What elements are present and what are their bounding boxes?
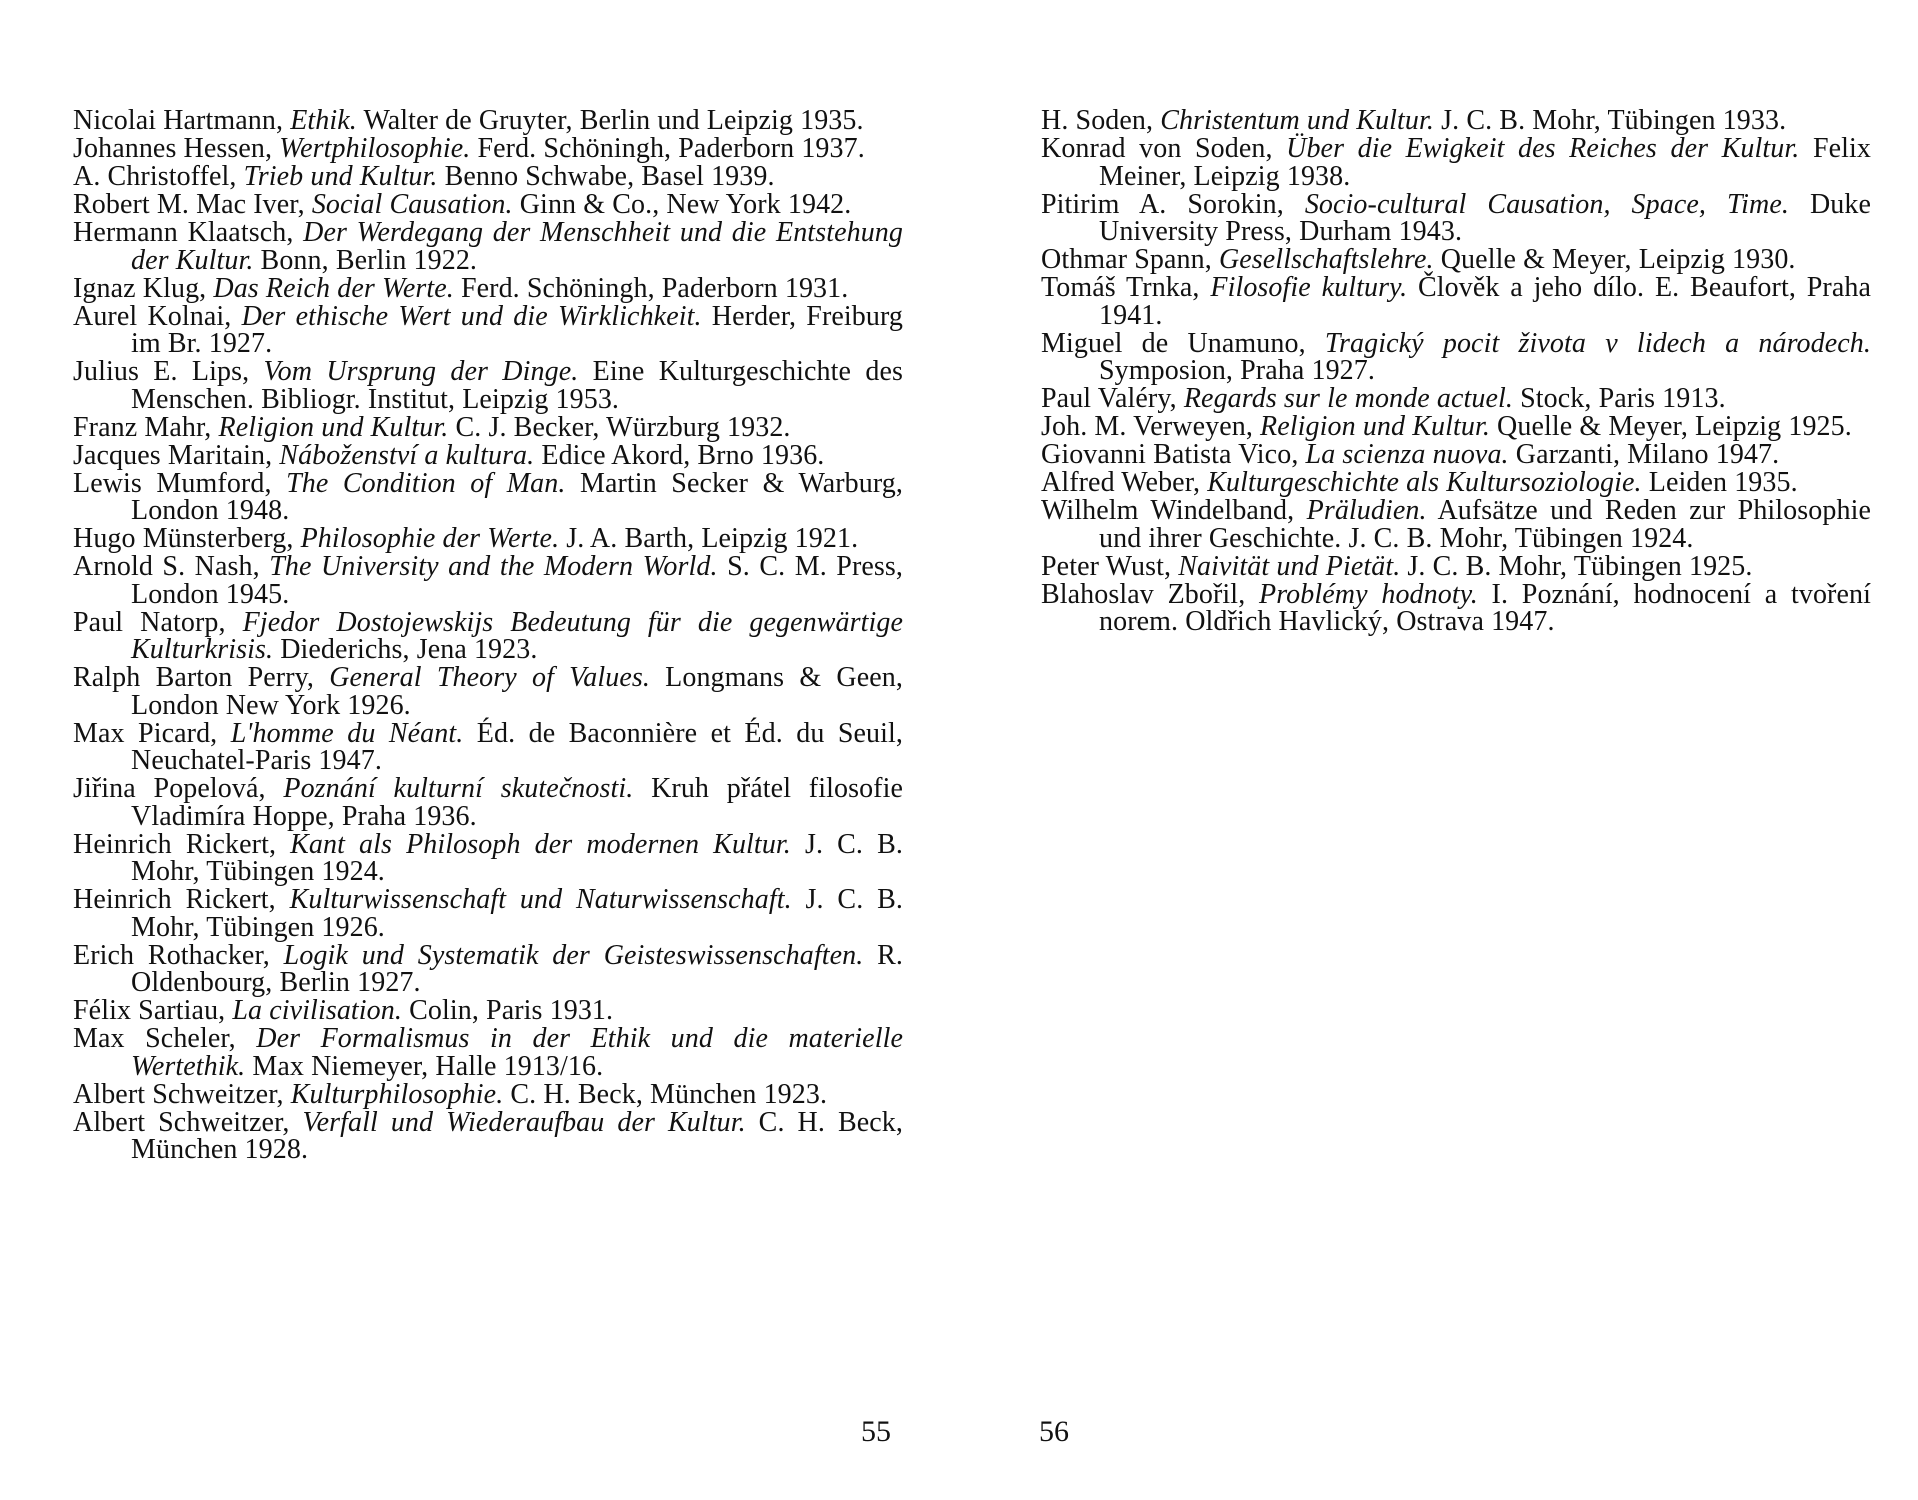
bibliography-entry: Franz Mahr, Religion und Kultur. C. J. Becker, Würzburg 1932.	[73, 411, 791, 443]
bibliography-entry: Julius E. Lips, Vom Ursprung der Dinge. Eine Kulturgeschichte des Menschen. Bibliogr. Institut, Leipzig 1953.	[73, 356, 903, 415]
bibliography-entry: Miguel de Unamuno, Tragický pocit života v lidech a národech. Symposion, Praha 1927.	[1041, 327, 1871, 386]
bibliography-entry: Erich Rothacker, Logik und Systematik der Geisteswissenschaften. R. Oldenbourg, Berlin 1927.	[73, 939, 903, 998]
bibliography-entry: Albert Schweitzer, Kulturphilosophie. C. H. Beck, München 1923.	[73, 1078, 828, 1110]
bibliography-entry: Ignaz Klug, Das Reich der Werte. Ferd. Schöningh, Paderborn 1931.	[73, 272, 849, 304]
bibliography-entry: Robert M. Mac Iver, Social Causation. Ginn & Co., New York 1942.	[73, 189, 852, 220]
bibliography-entry: Lewis Mumford, The Condition of Man. Martin Secker & Warburg, London 1948.	[73, 467, 903, 526]
bibliography-entry: Pitirim A. Sorokin, Socio-cultural Causation, Space, Time. Duke University Press, Durham 1943.	[1041, 188, 1871, 247]
page-number-right: 56	[1039, 1415, 1069, 1448]
bibliography-entry: Heinrich Rickert, Kulturwissenschaft und Naturwissenschaft. J. C. B. Mohr, Tübingen 1926.	[73, 884, 903, 943]
bibliography-entry: A. Christoffel, Trieb und Kultur. Benno Schwabe, Basel 1939.	[73, 161, 775, 192]
bibliography-entry: Blahoslav Zbořil, Problémy hodnoty. I. Poznání, hodnocení a tvoření norem. Oldřich Havlický, Ostrava 1947.	[1041, 578, 1871, 637]
bibliography-column-left	[73, 107, 903, 1164]
bibliography-entry: Albert Schweitzer, Verfall und Wiederaufbau der Kultur. C. H. Beck, München 1928.	[73, 1106, 903, 1165]
bibliography-entry: Jiřina Popelová, Poznání kulturní skutečnosti. Kruh přátel filosofie Vladimíra Hoppe, Praha 1936.	[73, 773, 904, 832]
bibliography-entry: Aurel Kolnai, Der ethische Wert und die Wirklichkeit. Herder, Freiburg im Br. 1927.	[73, 300, 904, 359]
bibliography-entry: Hermann Klaatsch, Der Werdegang der Menschheit und die Entstehung der Kultur. Bonn, Berlin 1922.	[73, 217, 903, 276]
bibliography-entry: Giovanni Batista Vico, La scienza nuova. Garzanti, Milano 1947.	[1041, 439, 1780, 470]
bibliography-entry: Wilhelm Windelband, Präludien. Aufsätze und Reden zur Philosophie und ihrer Geschichte. J. C. B. Mohr, Tübingen 1924.	[1041, 495, 1871, 554]
bibliography-entry: Paul Valéry, Regards sur le monde actuel. Stock, Paris 1913.	[1041, 383, 1726, 414]
bibliography-entry: Félix Sartiau, La civilisation. Colin, Paris 1931.	[73, 995, 614, 1026]
bibliography-entry: Ralph Barton Perry, General Theory of Values. Longmans & Geen, London New York 1926.	[73, 662, 903, 721]
bibliography-entry: Othmar Spann, Gesellschaftslehre. Quelle & Meyer, Leipzig 1930.	[1041, 244, 1796, 275]
bibliography-entry: Joh. M. Verweyen, Religion und Kultur. Quelle & Meyer, Leipzig 1925.	[1041, 411, 1852, 442]
bibliography-entry: Nicolai Hartmann, Ethik. Walter de Gruyter, Berlin und Leipzig 1935.	[73, 105, 864, 136]
bibliography-entry: Alfred Weber, Kulturgeschichte als Kultursoziologie. Leiden 1935.	[1041, 467, 1798, 498]
bibliography-entry: Heinrich Rickert, Kant als Philosoph der modernen Kultur. J. C. B. Mohr, Tübingen 1924.	[73, 828, 903, 887]
bibliography-entry: Hugo Münsterberg, Philosophie der Werte. J. A. Barth, Leipzig 1921.	[73, 523, 859, 554]
bibliography-entry: Jacques Maritain, Náboženství a kultura. Edice Akord, Brno 1936.	[73, 439, 825, 471]
page-number-left: 55	[861, 1415, 891, 1448]
bibliography-entry: Max Picard, L'homme du Néant. Éd. de Baconnière et Éd. du Seuil, Neuchatel-Paris 1947.	[73, 717, 903, 776]
bibliography-entry: Konrad von Soden, Über die Ewigkeit des Reiches der Kultur. Felix Meiner, Leipzig 1938.	[1041, 133, 1871, 192]
right-page	[959, 0, 1918, 1500]
bibliography-entry: Tomáš Trnka, Filosofie kultury. Člověk a jeho dílo. E. Beaufort, Praha 1941.	[1041, 272, 1871, 331]
bibliography-entry: Arnold S. Nash, The University and the Modern World. S. C. M. Press, London 1945.	[73, 551, 903, 610]
bibliography-column-right	[1041, 107, 1871, 636]
bibliography-entry: Johannes Hessen, Wertphilosophie. Ferd. Schöningh, Paderborn 1937.	[73, 133, 865, 164]
bibliography-entry: Max Scheler, Der Formalismus in der Ethik und die materielle Wertethik. Max Niemeyer, Halle 1913/16.	[73, 1023, 903, 1082]
bibliography-entry: Peter Wust, Naivität und Pietät. J. C. B. Mohr, Tübingen 1925.	[1041, 550, 1753, 582]
bibliography-entry: H. Soden, Christentum und Kultur. J. C. B. Mohr, Tübingen 1933.	[1041, 105, 1787, 136]
bibliography-entry: Paul Natorp, Fjedor Dostojewskijs Bedeutung für die gegenwärtige Kulturkrisis. Diederichs, Jena 1923.	[73, 606, 903, 665]
